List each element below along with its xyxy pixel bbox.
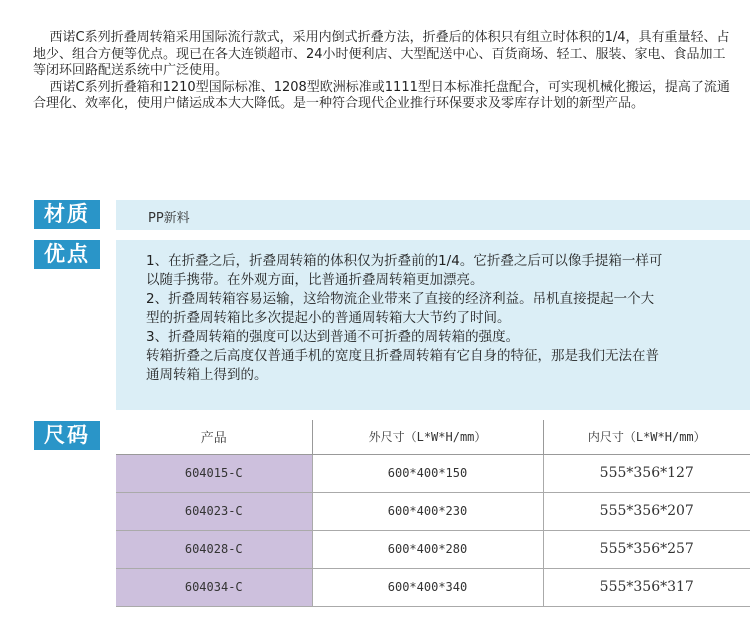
material-value: PP新料 [148,211,190,226]
header-outer-size: 外尺寸（L*W*H/mm） [312,420,543,454]
header-product: 产品 [116,420,312,454]
product-code: 604028-C [116,530,312,568]
inner-size: 555*356*207 [543,492,750,530]
intro-paragraph-1: 西诺C系列折叠周转箱采用国际流行款式，采用内倒式折叠方法，折叠后的体积只有组立时体积的1/4，具有重量轻、占地少、组合方便等优点。现已在各大连锁超市、24小时便利店、大型配送中心、百货商场、轻工、服装、家电、食品加工等闭环回路配送系统中广泛使用。 [33,30,730,78]
advantage-line-4: 转箱折叠之后高度仅普通手机的宽度且折叠周转箱有它自身的特征，那是我们无法在普通周转箱上得到的。 [146,348,659,383]
advantages-label: 优点 [34,240,100,269]
inner-size: 555*356*127 [543,454,750,492]
outer-size: 600*400*340 [312,568,543,606]
advantage-line-3: 3、折叠周转箱的强度可以达到普通不可折叠的周转箱的强度。 [146,329,520,345]
product-code: 604034-C [116,568,312,606]
sizes-label: 尺码 [34,421,100,450]
advantage-line-1: 1、在折叠之后，折叠周转箱的体积仅为折叠前的1/4。它折叠之后可以像手提箱一样可以随手携带。在外观方面，比普通折叠周转箱更加漂亮。 [146,253,663,288]
advantage-line-2: 2、折叠周转箱容易运输，这给物流企业带来了直接的经济利益。吊机直接提起一个大型的折叠周转箱比多次提起小的普通周转箱大大节约了时间。 [146,291,655,326]
intro-text [33,30,733,113]
outer-size: 600*400*230 [312,492,543,530]
table-row [116,492,750,530]
inner-size: 555*356*257 [543,530,750,568]
product-code: 604015-C [116,454,312,492]
size-table [116,420,750,607]
product-code: 604023-C [116,492,312,530]
inner-size: 555*356*317 [543,568,750,606]
advantages-text [146,252,666,385]
size-table-header [116,420,750,454]
header-inner-size: 内尺寸（L*W*H/mm） [543,420,750,454]
table-row [116,530,750,568]
table-row [116,568,750,606]
material-band [116,200,750,230]
intro-paragraph-2: 西诺C系列折叠箱和1210型国际标准、1208型欧洲标准或1111型日本标准托盘配合，可实现机械化搬运，提高了流通合理化、效率化，使用户储运成本大大降低。是一种符合现代企业推行环保要求及零库存计划的新型产品。 [33,79,730,111]
table-row [116,454,750,492]
outer-size: 600*400*150 [312,454,543,492]
material-label: 材质 [34,200,100,229]
outer-size: 600*400*280 [312,530,543,568]
